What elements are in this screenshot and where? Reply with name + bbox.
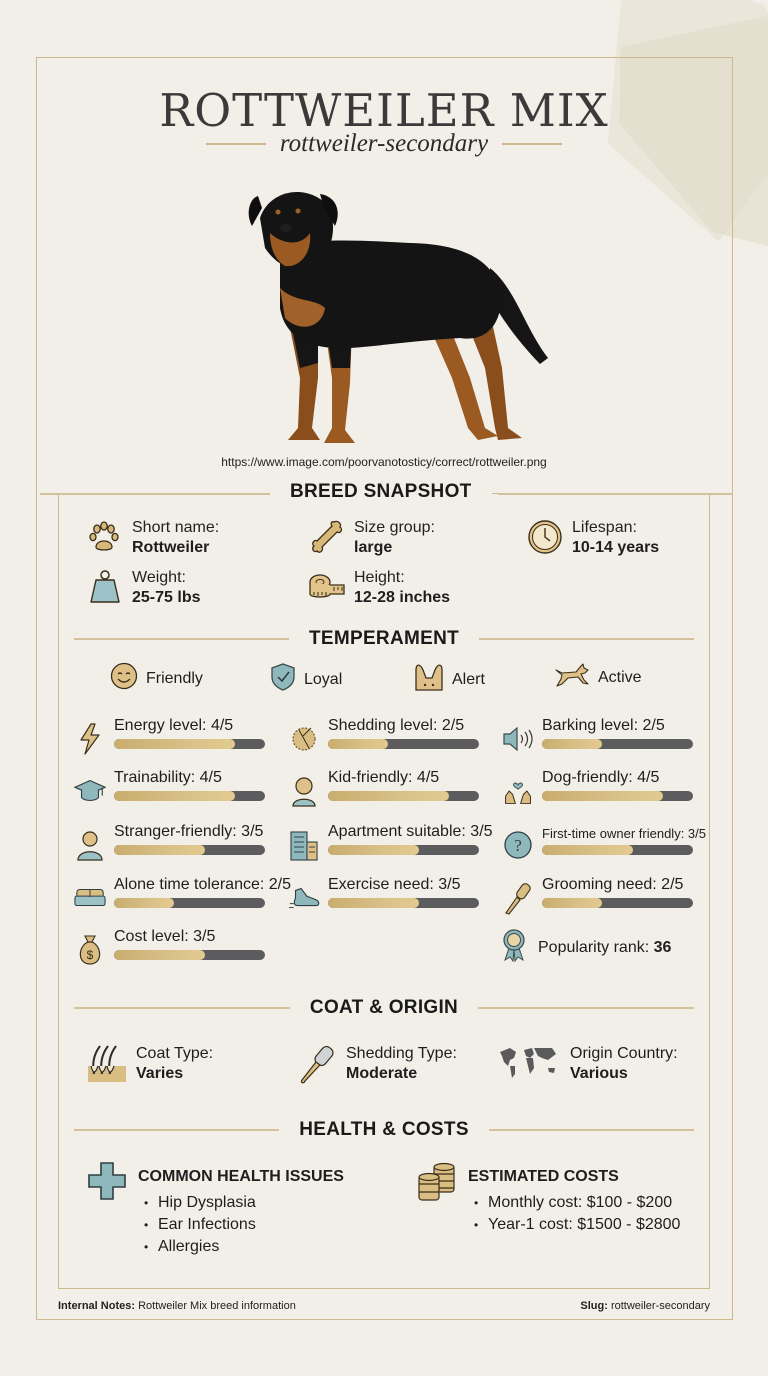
trait-progress-bar [328,791,479,801]
trait-progress-fill [328,898,419,908]
coat-label: Shedding Type: [346,1045,457,1062]
breed-photo [240,178,550,450]
fact-short-name [86,518,219,558]
image-url: https://www.image.com/poorvanotosticy/correct/rottweiler.png [221,455,547,469]
trait-alone-time-tolerance [74,876,289,920]
trait-label: Trainability: 4/5 [114,769,222,786]
trait-progress-bar [542,791,693,801]
trait-kid-friendly [288,769,503,813]
speaker-icon [502,723,534,755]
graduation-cap-icon [74,775,106,807]
person-icon [74,829,106,861]
slug-value: rottweiler-secondary [610,1300,710,1312]
trait-label: First-time owner friendly: 3/5 [542,826,706,841]
section-title: BREED SNAPSHOT [270,481,492,503]
divider [74,638,289,640]
fact-label: Weight: [132,569,186,586]
popularity-value: 36 [653,938,672,956]
tag-label: Alert [452,670,485,688]
subtitle-row [0,130,768,158]
trait-progress-bar [114,898,265,908]
health-issues-title: COMMON HEALTH ISSUES [138,1168,344,1185]
clock-icon [526,518,564,556]
svg-text:$: $ [86,948,94,962]
hair-follicle-icon [88,1044,126,1089]
svg-text:?: ? [514,836,522,855]
section-header-coat-origin [74,997,694,1019]
divider [74,1129,279,1131]
trait-first-time-owner-friendly [502,823,717,867]
trait-apartment-suitable [288,823,503,867]
trait-progress-fill [114,791,235,801]
notes-value: Rottweiler Mix breed information [138,1300,296,1312]
health-issue-item: • Allergies [138,1236,344,1258]
trait-progress-fill [114,739,235,749]
health-issues-block [88,1162,344,1258]
trait-label: Stranger-friendly: 3/5 [114,823,264,840]
trait-progress-bar [114,739,265,749]
smiley-icon [110,662,138,695]
section-header-breed-snapshot [58,481,710,503]
bone-icon [308,518,346,556]
trait-label: Cost level: 3/5 [114,928,216,945]
coat-value: Varies [136,1065,184,1082]
divider [502,143,562,145]
divider [206,143,266,145]
fact-weight [86,568,200,608]
popularity-label: Popularity rank: [538,938,650,956]
dog-ears-icon [414,662,444,697]
fact-label: Short name: [132,519,220,536]
coat-label: Origin Country: [570,1045,678,1062]
weight-icon [86,568,124,606]
trait-progress-fill [542,739,602,749]
internal-notes [58,1300,296,1312]
child-icon [288,775,320,807]
trait-cost-level [74,928,289,972]
award-ribbon-icon [500,928,528,967]
trait-progress-fill [114,845,205,855]
coat-label: Coat Type: [136,1045,214,1062]
medical-cross-icon [88,1162,126,1258]
estimated-costs-title: ESTIMATED COSTS [468,1168,619,1185]
coat-type [88,1044,213,1089]
divider [498,493,733,495]
tag-label: Active [598,668,642,686]
health-issue-item: • Ear Infections [138,1214,344,1236]
trait-progress-fill [328,845,419,855]
trait-progress-bar [114,791,265,801]
page-title: ROTTWEILER MIX [159,84,609,137]
trait-progress-bar [328,845,479,855]
section-header-temperament [74,628,694,650]
fact-value: large [354,539,393,556]
trait-progress-fill [328,791,449,801]
trait-progress-fill [542,845,633,855]
coat-value: Various [570,1065,628,1082]
trait-progress-bar [328,739,479,749]
temperament-tag-alert [414,662,485,697]
fur-ball-icon [288,723,320,755]
trait-progress-bar [542,845,693,855]
divider [489,1129,694,1131]
trait-label: Alone time tolerance: 2/5 [114,876,291,893]
notes-label: Internal Notes: [58,1300,136,1312]
trait-progress-fill [114,950,205,960]
trait-label: Shedding level: 2/5 [328,717,465,734]
running-dog-icon [554,662,590,693]
cost-item: • Year-1 cost: $1500 - $2800 [468,1214,680,1236]
divider [74,1007,290,1009]
trait-dog-friendly [502,769,717,813]
brush-icon [502,882,534,914]
lightning-icon [74,723,106,755]
divider [479,638,694,640]
trait-stranger-friendly [74,823,289,867]
section-title: COAT & ORIGIN [290,997,478,1019]
trait-progress-fill [114,898,174,908]
fact-label: Lifespan: [572,519,637,536]
trait-progress-fill [328,739,388,749]
sneaker-icon [288,882,320,914]
slug-label: Slug: [580,1300,608,1312]
sofa-icon [74,882,106,914]
estimated-costs-list [468,1192,680,1236]
tape-measure-icon [308,568,346,606]
temperament-tag-active [554,662,642,693]
shedding-type [298,1044,457,1089]
grooming-brush-icon [298,1044,336,1089]
fact-label: Size group: [354,519,435,536]
trait-shedding-level [288,717,503,761]
trait-progress-bar [114,950,265,960]
divider [40,493,270,495]
health-issues-list [138,1192,344,1258]
page-subtitle: rottweiler-secondary [279,130,489,157]
trait-progress-bar [114,845,265,855]
trait-barking-level [502,717,717,761]
temperament-tag-friendly [110,662,203,695]
fact-height [308,568,450,608]
trait-label: Dog-friendly: 4/5 [542,769,660,786]
trait-progress-fill [542,791,663,801]
coat-value: Moderate [346,1065,418,1082]
shield-check-icon [270,662,296,697]
trait-exercise-need [288,876,503,920]
trait-label: Exercise need: 3/5 [328,876,461,893]
fact-value: 25-75 lbs [132,589,201,606]
section-title: HEALTH & COSTS [279,1119,489,1141]
origin-country [498,1044,678,1085]
fact-size-group [308,518,435,558]
fact-value: 10-14 years [572,539,660,556]
trait-progress-bar [328,898,479,908]
fact-label: Height: [354,569,405,586]
fact-value: 12-28 inches [354,589,451,606]
trait-grooming-need [502,876,717,920]
trait-trainability [74,769,289,813]
trait-label: Barking level: 2/5 [542,717,665,734]
trait-label: Energy level: 4/5 [114,717,234,734]
fact-value: Rottweiler [132,539,210,556]
cost-item: • Monthly cost: $100 - $200 [468,1192,680,1214]
world-map-icon [498,1044,560,1085]
fact-lifespan [526,518,659,558]
trait-label: Kid-friendly: 4/5 [328,769,440,786]
trait-label: Apartment suitable: 3/5 [328,823,493,840]
trait-label: Grooming need: 2/5 [542,876,684,893]
coins-icon [418,1162,456,1236]
trait-progress-fill [542,898,602,908]
paw-icon [86,518,124,556]
trait-energy-level [74,717,289,761]
two-dogs-heart-icon [502,775,534,807]
health-issue-item: • Hip Dysplasia [138,1192,344,1214]
building-icon [288,829,320,861]
section-title: TEMPERAMENT [289,628,479,650]
divider [478,1007,694,1009]
temperament-tag-loyal [270,662,342,697]
question-icon [502,829,534,861]
popularity-rank [500,928,671,967]
section-header-health-costs [74,1119,694,1141]
trait-progress-bar [542,898,693,908]
estimated-costs-block [418,1162,680,1236]
tag-label: Loyal [304,670,343,688]
slug [580,1300,710,1312]
tag-label: Friendly [146,669,203,687]
money-bag-icon [74,934,106,966]
trait-progress-bar [542,739,693,749]
